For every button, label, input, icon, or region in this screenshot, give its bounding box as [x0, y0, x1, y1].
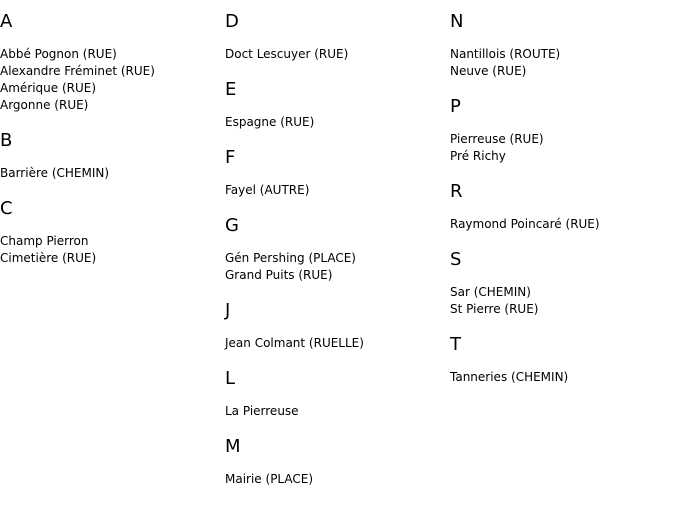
letter-group-l: [225, 367, 450, 420]
street-link[interactable]: Jean Colmant (RUELLE): [225, 336, 364, 350]
letter-heading: T: [450, 334, 461, 355]
letter-heading: S: [450, 249, 462, 270]
letter-heading: F: [225, 147, 236, 168]
street-link[interactable]: La Pierreuse: [225, 404, 299, 418]
letter-group-j: [225, 299, 450, 352]
letter-heading: E: [225, 79, 237, 100]
street-link[interactable]: Doct Lescuyer (RUE): [225, 47, 349, 61]
street-index-column-3: [450, 10, 675, 401]
street-link[interactable]: Espagne (RUE): [225, 115, 315, 129]
letter-heading: R: [450, 181, 463, 202]
street-link[interactable]: Nantillois (ROUTE): [450, 47, 561, 61]
street-link[interactable]: Cimetière (RUE): [0, 251, 97, 265]
letter-group-c: [0, 197, 225, 267]
street-link[interactable]: Sar (CHEMIN): [450, 285, 531, 299]
letter-group-t: [450, 333, 675, 386]
letter-group-m: [225, 435, 450, 488]
street-link[interactable]: Tanneries (CHEMIN): [450, 370, 569, 384]
letter-heading: C: [0, 198, 13, 219]
street-link[interactable]: St Pierre (RUE): [450, 302, 539, 316]
letter-heading: D: [225, 11, 239, 32]
letter-heading: M: [225, 436, 241, 457]
street-link[interactable]: Barrière (CHEMIN): [0, 166, 110, 180]
letter-group-s: [450, 248, 675, 318]
street-link[interactable]: Pré Richy: [450, 149, 506, 163]
letter-heading: P: [450, 96, 461, 117]
street-link[interactable]: Abbé Pognon (RUE): [0, 47, 117, 61]
street-link[interactable]: Champ Pierron: [0, 234, 89, 248]
letter-group-p: [450, 95, 675, 165]
letter-heading: G: [225, 215, 239, 236]
street-link[interactable]: Raymond Poincaré (RUE): [450, 217, 600, 231]
street-link[interactable]: Neuve (RUE): [450, 64, 527, 78]
street-index-column-2: [225, 10, 450, 503]
letter-heading: J: [225, 300, 231, 321]
street-link[interactable]: Pierreuse (RUE): [450, 132, 544, 146]
letter-heading: N: [450, 11, 464, 32]
letter-group-g: [225, 214, 450, 284]
letter-group-a: [0, 10, 225, 114]
letter-group-n: [450, 10, 675, 80]
letter-heading: L: [225, 368, 236, 389]
letter-group-b: [0, 129, 225, 182]
street-index-column-1: [0, 10, 225, 282]
street-link[interactable]: Fayel (AUTRE): [225, 183, 310, 197]
letter-heading: B: [0, 130, 13, 151]
street-link[interactable]: Argonne (RUE): [0, 98, 89, 112]
letter-group-d: [225, 10, 450, 63]
street-link[interactable]: Alexandre Fréminet (RUE): [0, 64, 155, 78]
letter-group-f: [225, 146, 450, 199]
street-link[interactable]: Mairie (PLACE): [225, 472, 314, 486]
street-link[interactable]: Gén Pershing (PLACE): [225, 251, 356, 265]
letter-group-r: [450, 180, 675, 233]
street-link[interactable]: Grand Puits (RUE): [225, 268, 333, 282]
letter-heading: A: [0, 11, 13, 32]
street-link[interactable]: Amérique (RUE): [0, 81, 97, 95]
letter-group-e: [225, 78, 450, 131]
